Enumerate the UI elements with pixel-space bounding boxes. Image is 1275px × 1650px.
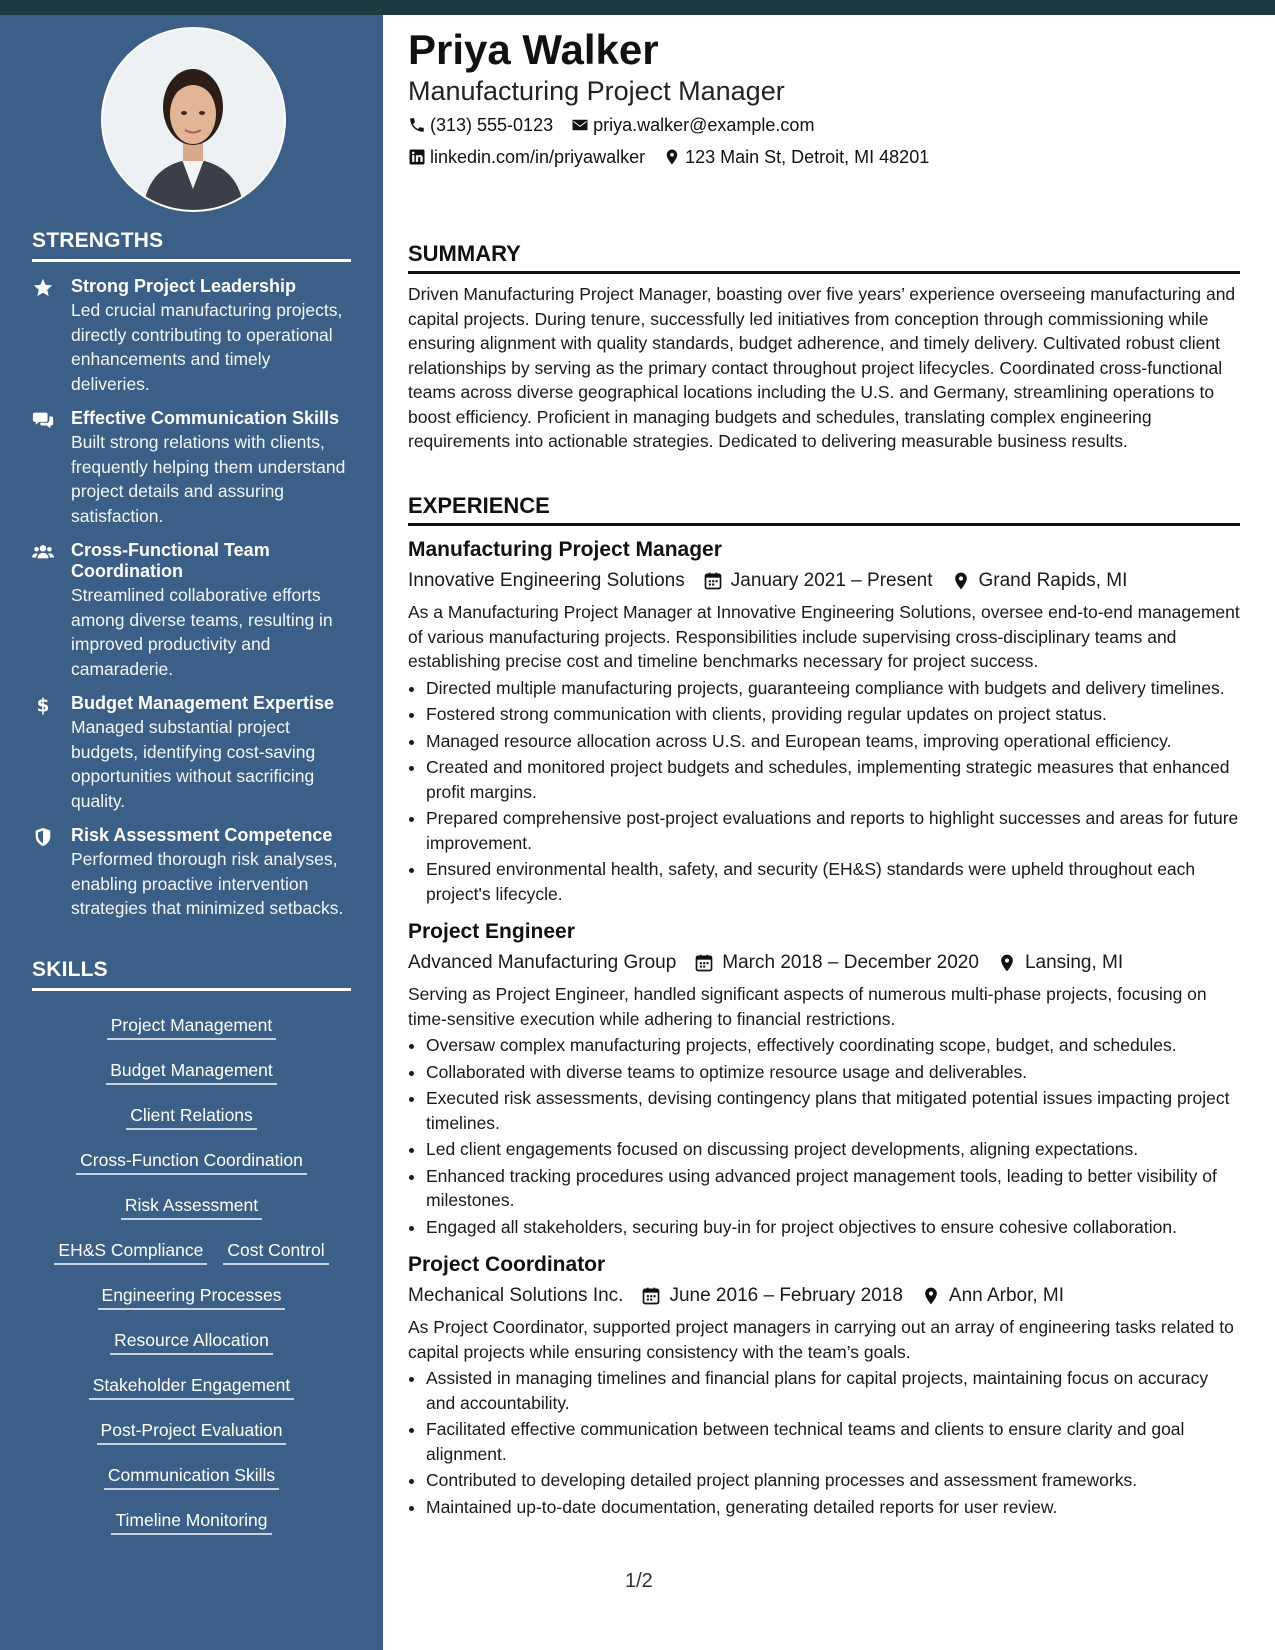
skill-tag: Communication Skills: [104, 1462, 279, 1490]
users-icon: [32, 541, 54, 563]
job-bullet: • Led client engagements focused on discussing project developments, aligning expectations.: [426, 1137, 1240, 1162]
strength-item: [32, 540, 351, 681]
linkedin-icon: [408, 148, 426, 166]
job-description: As Project Coordinator, supported project managers in carrying out an array of engineering tasks related to capital projects while ensuring consistency with the team’s goals.: [408, 1317, 1234, 1362]
job-bullets: [408, 676, 1240, 907]
job-dates: January 2021 – Present: [730, 570, 933, 591]
strength-title: Budget Management Expertise: [71, 693, 335, 713]
location-icon: [997, 953, 1017, 973]
job-bullet: • Facilitated effective communication between technical teams and clients to ensure clarity and goal alignment.: [426, 1417, 1240, 1466]
strengths-section: [32, 229, 351, 921]
calendar-icon: [703, 571, 723, 591]
top-accent-bar: [0, 0, 1275, 15]
experience-section: [408, 493, 1240, 1519]
location-icon: [921, 1286, 941, 1306]
page-number: 1/2: [625, 1570, 653, 1592]
skills-section: [32, 958, 351, 1543]
strength-desc: Streamlined collaborative efforts among diverse teams, resulting in improved productivity and camaraderie.: [71, 585, 333, 679]
job-location: Ann Arbor, MI: [948, 1285, 1065, 1306]
job-location: Lansing, MI: [1024, 952, 1124, 973]
comments-icon: [32, 409, 54, 431]
job-location: Grand Rapids, MI: [978, 570, 1128, 591]
skill-tag: Project Management: [107, 1012, 276, 1040]
strength-desc: Built strong relations with clients, frequently helping them understand project details and assuring satisfaction.: [71, 432, 346, 526]
strength-desc: Led crucial manufacturing projects, directly contributing to operational enhancements and timely deliveries.: [71, 300, 343, 394]
summary-heading: SUMMARY: [408, 241, 1240, 274]
strength-title: Strong Project Leadership: [71, 276, 297, 296]
strength-desc: Performed thorough risk analyses, enabling proactive intervention strategies that minimized setbacks.: [71, 849, 344, 918]
linkedin-text: linkedin.com/in/priyawalker: [430, 147, 646, 167]
skill-tag: Post-Project Evaluation: [97, 1417, 287, 1445]
strength-desc: Managed substantial project budgets, identifying cost-saving opportunities without sacrificing quality.: [71, 717, 316, 811]
skill-tag: Budget Management: [106, 1057, 276, 1085]
job-bullets: [408, 1033, 1240, 1239]
job-bullet: • Assisted in managing timelines and financial plans for capital projects, maintaining focus on accuracy and accountability.: [426, 1366, 1240, 1415]
job-bullet: • Contributed to developing detailed project planning processes and assessment frameworks.: [426, 1468, 1240, 1493]
job-meta: [408, 566, 1240, 596]
dollar-icon: [32, 694, 54, 716]
main-content: [408, 15, 1240, 1517]
skill-tag: Stakeholder Engagement: [89, 1372, 295, 1400]
strength-title: Effective Communication Skills: [71, 408, 340, 428]
location-icon: [951, 571, 971, 591]
skill-tag: Timeline Monitoring: [111, 1507, 271, 1535]
job-bullet: • Enhanced tracking procedures using advanced project management tools, leading to better visibility of milestones.: [426, 1164, 1240, 1213]
calendar-icon: [694, 953, 714, 973]
phone-text: (313) 555-0123: [430, 115, 554, 135]
job-description: As a Manufacturing Project Manager at Innovative Engineering Solutions, oversee end-to-end management of various manufacturing projects. Responsibilities include supervising cross-disciplinary teams and establishing precise cost and timeline benchmarks necessary for project success.: [408, 602, 1240, 671]
job-entry: [408, 1251, 1240, 1519]
skill-tag: Cross-Function Coordination: [76, 1147, 307, 1175]
skills-heading: SKILLS: [32, 958, 351, 991]
job-bullet: • Executed risk assessments, devising contingency plans that mitigated potential issues impacting project timelines.: [426, 1086, 1240, 1135]
avatar: [101, 27, 286, 212]
contact-row: [408, 109, 1240, 141]
job-title: Project Coordinator: [408, 1253, 606, 1276]
skill-tag: Risk Assessment: [121, 1192, 262, 1220]
job-bullet: • Oversaw complex manufacturing projects, effectively coordinating scope, budget, and schedules.: [426, 1033, 1240, 1058]
job-bullet: • Maintained up-to-date documentation, generating detailed reports for user review.: [426, 1495, 1240, 1520]
job-entry: [408, 536, 1240, 906]
email-icon: [571, 116, 589, 134]
job-bullet: • Prepared comprehensive post-project evaluations and reports to highlight successes and areas for future improvement.: [426, 806, 1240, 855]
sidebar: [0, 15, 383, 1650]
job-bullet: • Engaged all stakeholders, securing buy-in for project objectives to ensure cohesive collaboration.: [426, 1215, 1240, 1240]
svg-text:$: $: [36, 695, 50, 716]
strength-item: [32, 825, 351, 921]
strengths-heading: STRENGTHS: [32, 229, 351, 262]
skill-tag: Client Relations: [126, 1102, 257, 1130]
job-bullet: • Collaborated with diverse teams to optimize resource usage and deliverables.: [426, 1060, 1240, 1085]
job-meta: [408, 1281, 1240, 1311]
strength-item: [32, 276, 351, 396]
candidate-title: Manufacturing Project Manager: [408, 76, 785, 106]
skill-tag: Resource Allocation: [110, 1327, 273, 1355]
calendar-icon: [641, 1286, 661, 1306]
strength-item: [32, 408, 351, 528]
candidate-name: Priya Walker: [408, 26, 659, 73]
star-icon: [32, 277, 54, 299]
experience-heading: EXPERIENCE: [408, 493, 1240, 526]
summary-text: Driven Manufacturing Project Manager, boasting over five years’ experience overseeing manufacturing and capital projects. During tenure, successfully led initiatives from conception through commissioning while ensuring alignment with quality standards, budget adherence, and timely delivery. Cultivated robust client relationships by serving as the primary contact throughout project lifecycles. Coordinated cross-functional teams across diverse geographical locations including the U.S. and Germany, streamlining operations to boost efficiency. Proficient in managing budgets and schedules, translating complex engineering requirements into actionable strategies. Dedicated to delivering measurable business results.: [408, 284, 1236, 451]
job-entry: [408, 918, 1240, 1239]
strength-title: Cross-Functional Team Coordination: [71, 540, 270, 581]
strength-item: [32, 693, 351, 813]
job-bullet: • Created and monitored project budgets and schedules, implementing strategic measures that enhanced profit margins.: [426, 755, 1240, 804]
job-description: Serving as Project Engineer, handled significant aspects of numerous multi-phase projects, focusing on time-sensitive execution while adhering to financial restrictions.: [408, 984, 1207, 1029]
skill-tag: Engineering Processes: [98, 1282, 286, 1310]
company-name: Innovative Engineering Solutions: [408, 570, 685, 591]
contact-row: [408, 141, 1240, 173]
job-bullets: [408, 1366, 1240, 1519]
location-icon: [663, 148, 681, 166]
summary-section: [408, 241, 1240, 454]
skill-tag: Cost Control: [223, 1237, 328, 1265]
job-dates: March 2018 – December 2020: [722, 952, 979, 973]
email-text: priya.walker@example.com: [593, 115, 815, 135]
company-name: Advanced Manufacturing Group: [408, 952, 677, 973]
shield-icon: [32, 826, 54, 848]
job-title: Project Engineer: [408, 920, 575, 943]
job-bullet: • Fostered strong communication with clients, providing regular updates on project status.: [426, 702, 1240, 727]
job-title: Manufacturing Project Manager: [408, 538, 722, 561]
skill-tag: EH&S Compliance: [54, 1237, 207, 1265]
company-name: Mechanical Solutions Inc.: [408, 1285, 624, 1306]
strength-title: Risk Assessment Competence: [71, 825, 333, 845]
job-bullet: • Ensured environmental health, safety, and security (EH&S) standards were upheld throughout each project's lifecycle.: [426, 857, 1240, 906]
phone-icon: [408, 116, 426, 134]
job-dates: June 2016 – February 2018: [669, 1285, 903, 1306]
job-bullet: • Directed multiple manufacturing projects, guaranteeing compliance with budgets and delivery timelines.: [426, 676, 1240, 701]
address-text: 123 Main St, Detroit, MI 48201: [685, 147, 930, 167]
profile-photo: [103, 29, 284, 210]
skills-list: [32, 1003, 351, 1543]
job-meta: [408, 948, 1240, 978]
job-bullet: • Managed resource allocation across U.S. and European teams, improving operational efficiency.: [426, 729, 1240, 754]
